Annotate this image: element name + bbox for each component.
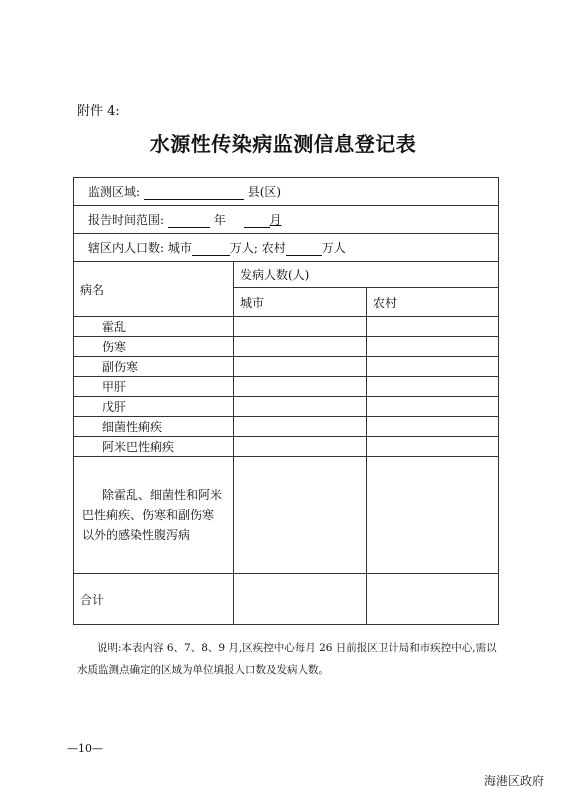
disease-row — [74, 317, 499, 337]
disease-row — [74, 417, 499, 437]
period-label: 报告时间范围: — [88, 213, 165, 227]
cases-header-row — [74, 262, 499, 288]
disease-row — [74, 377, 499, 397]
urban-unit: 万人; — [229, 241, 258, 255]
rural-cell[interactable] — [367, 357, 499, 377]
year-blank[interactable] — [168, 215, 210, 228]
urban-label: 城市 — [167, 241, 192, 255]
rural-cell[interactable] — [367, 317, 499, 337]
cases-header: 发病人数(人) — [234, 262, 499, 288]
population-label: 辖区内人口数: — [88, 241, 165, 255]
disease-name: 戊肝 — [74, 397, 234, 417]
year-unit: 年 — [213, 213, 226, 227]
disease-name: 甲肝 — [74, 377, 234, 397]
total-row — [74, 574, 499, 625]
urban-cell[interactable] — [234, 317, 367, 337]
disease-name: 伤寒 — [74, 337, 234, 357]
district-blank[interactable] — [144, 187, 244, 200]
rural-cell[interactable] — [367, 437, 499, 457]
disease-name: 细菌性痢疾 — [74, 417, 234, 437]
rural-cell[interactable] — [367, 457, 499, 574]
other-disease-row — [74, 457, 499, 574]
month-blank[interactable] — [244, 215, 270, 228]
rural-total-cell[interactable] — [367, 574, 499, 625]
rural-unit: 万人 — [321, 241, 346, 255]
disease-name: 霍乱 — [74, 317, 234, 337]
urban-cell[interactable] — [234, 377, 367, 397]
urban-cell[interactable] — [234, 397, 367, 417]
page-number: —10— — [67, 742, 103, 755]
district-suffix: 县(区) — [247, 185, 282, 199]
other-disease-name: 除霍乱、细菌性和阿米巴性痢疾、伤寒和副伤寒以外的感染性腹泻病 — [74, 457, 234, 574]
rural-cell[interactable] — [367, 397, 499, 417]
district-label: 监测区域: — [88, 185, 141, 199]
explanation-note: 说明:本表内容 6、7、8、9 月,区疾控中心每月 26 日前报区卫计局和市疾控中心,需以水质监测点确定的区域为单位填报人口数及发病人数。 — [77, 642, 497, 676]
urban-column-header: 城市 — [234, 288, 367, 317]
disease-name: 副伤寒 — [74, 357, 234, 377]
district-row — [74, 178, 499, 206]
rural-cell[interactable] — [367, 337, 499, 357]
urban-blank[interactable] — [192, 243, 230, 256]
rural-cell[interactable] — [367, 377, 499, 397]
rural-blank[interactable] — [286, 243, 322, 256]
urban-total-cell[interactable] — [234, 574, 367, 625]
urban-cell[interactable] — [234, 417, 367, 437]
rural-label: 农村 — [261, 241, 286, 255]
rural-column-header: 农村 — [367, 288, 499, 317]
attachment-label: 附件 4: — [77, 104, 120, 119]
disease-header: 病名 — [74, 262, 234, 317]
source-watermark: 海港区政府 — [483, 774, 544, 788]
form-title: 水源性传染病监测信息登记表 — [149, 132, 417, 156]
rural-cell[interactable] — [367, 417, 499, 437]
period-row — [74, 206, 499, 234]
disease-row — [74, 437, 499, 457]
month-unit: 月 — [269, 213, 282, 227]
population-row — [74, 234, 499, 262]
urban-cell[interactable] — [234, 437, 367, 457]
disease-name: 阿米巴性痢疾 — [74, 437, 234, 457]
registration-table — [73, 177, 499, 625]
disease-row — [74, 397, 499, 417]
total-label: 合计 — [74, 574, 234, 625]
urban-cell[interactable] — [234, 357, 367, 377]
urban-cell[interactable] — [234, 457, 367, 574]
disease-row — [74, 357, 499, 377]
urban-cell[interactable] — [234, 337, 367, 357]
disease-row — [74, 337, 499, 357]
